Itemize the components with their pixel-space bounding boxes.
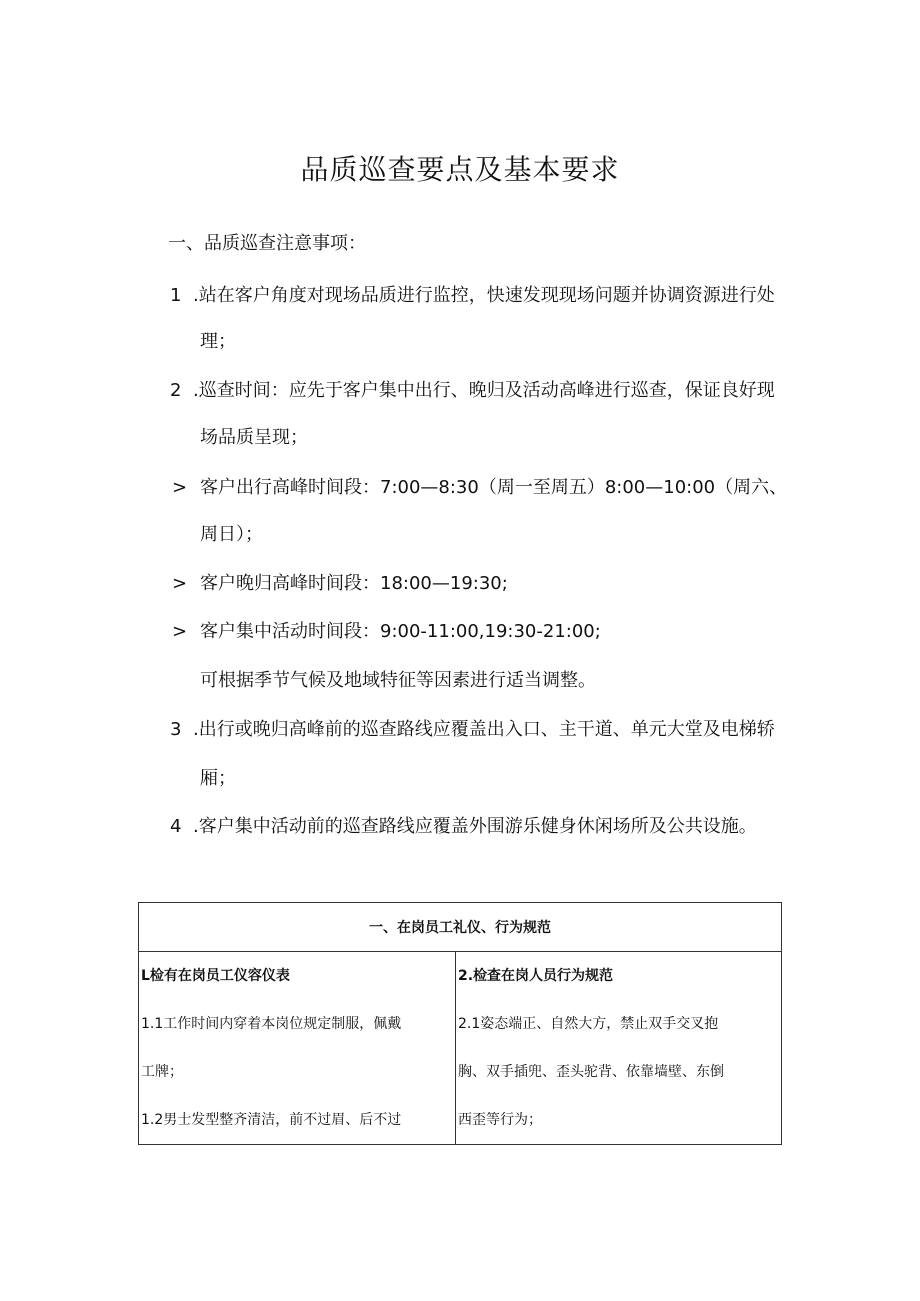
cell-text: 1.2男士发型整齐清洁，前不过眉、后不过: [141, 1112, 402, 1128]
item-number: 2: [170, 380, 182, 401]
table-cell-left: [139, 952, 456, 1145]
bullet-text-cont: 周日）；: [200, 524, 263, 545]
cell-text: 1.1工作时间内穿着本岗位规定制服，佩戴: [141, 1016, 402, 1032]
section-heading: 一、品质巡查注意事项：: [168, 233, 366, 254]
cell-text: 工牌；: [141, 1064, 183, 1080]
item-text-cont: 厢；: [200, 768, 236, 789]
item-text: .站在客户角度对现场品质进行监控，快速发现现场问题并协调资源进行处: [193, 285, 775, 306]
note-text: 可根据季节气候及地域特征等因素进行适当调整。: [200, 670, 596, 691]
cell-text: 西歪等行为；: [458, 1112, 542, 1128]
item-text-cont: 理；: [200, 331, 236, 352]
item-text: .巡查时间：应先于客户集中出行、晚归及活动高峰进行巡查，保证良好现: [193, 380, 775, 401]
spec-table: [138, 902, 782, 1145]
item-number: 3: [170, 719, 182, 740]
item-text: .客户集中活动前的巡查路线应覆盖外围游乐健身休闲场所及公共设施。: [193, 816, 757, 837]
cell-text: 2.1姿态端正、自然大方，禁止双手交叉抱: [458, 1016, 719, 1032]
table-header: 一、在岗员工礼仪、行为规范: [139, 903, 782, 952]
table-row: [139, 952, 782, 1145]
table-cell-right: [456, 952, 782, 1145]
bullet-text: 客户出行高峰时间段：7:00—8:30（周一至周五）8:00—10:00（周六、: [200, 477, 788, 498]
item-number: 4: [170, 816, 182, 837]
item-number: 1: [170, 285, 182, 306]
cell-heading: L检有在岗员工仪容仪表: [141, 968, 290, 984]
item-text-cont: 场品质呈现；: [200, 427, 308, 448]
item-text: .出行或晚归高峰前的巡查路线应覆盖出入口、主干道、单元大堂及电梯轿: [193, 719, 775, 740]
bullet-text: 客户集中活动时间段：9:00-11:00,19:30-21:00;: [200, 621, 601, 642]
cell-heading: 2.检查在岗人员行为规范: [458, 968, 614, 984]
bullet-marker: >: [172, 573, 188, 594]
bullet-marker: >: [172, 477, 188, 498]
bullet-text: 客户晚归高峰时间段：18:00—19:30;: [200, 573, 508, 594]
table-header-row: [139, 903, 782, 952]
bullet-marker: >: [172, 621, 188, 642]
cell-text: 胸、双手插兜、歪头驼背、依靠墙壁、东倒: [458, 1064, 724, 1080]
page-title: 品质巡查要点及基本要求: [300, 153, 620, 186]
